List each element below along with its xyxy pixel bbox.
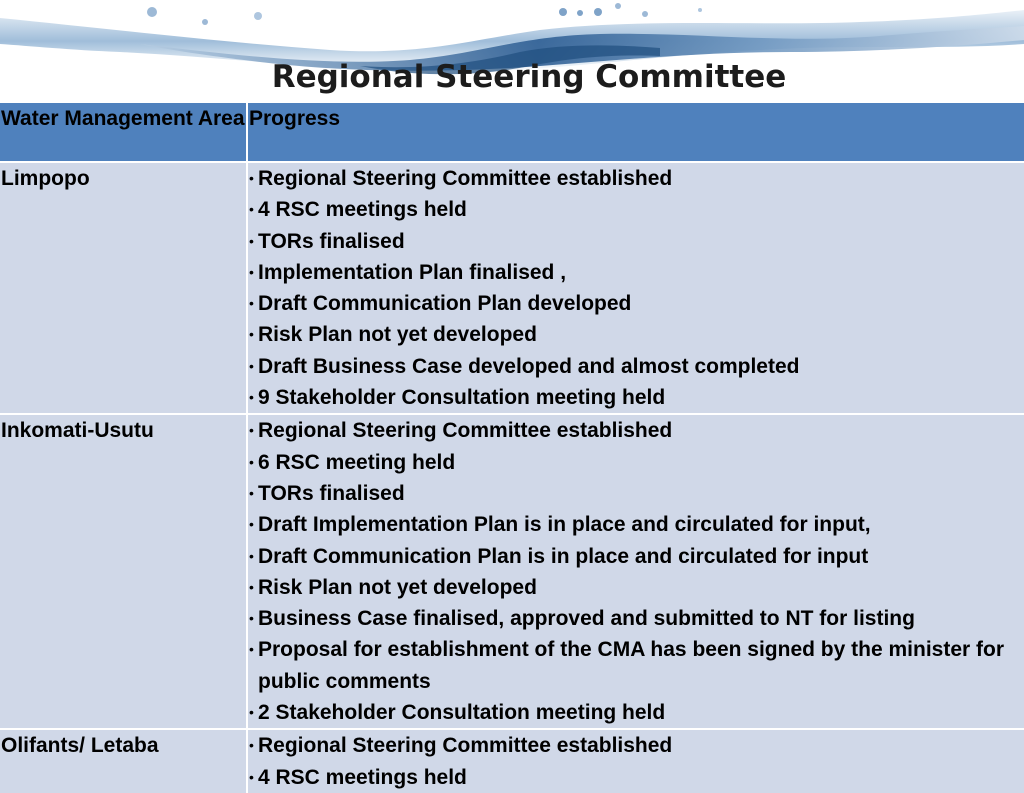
list-item: • 2 Stakeholder Consultation meeting held	[249, 697, 1024, 728]
list-item: • Regional Steering Committee established	[249, 730, 1024, 761]
list-item: • Proposal for establishment of the CMA has been signed by the minister for public comments	[249, 634, 1024, 697]
list-item: • Draft Communication Plan is in place and circulated for input	[249, 541, 1024, 572]
list-item: • TORs finalised	[249, 226, 1024, 257]
list-item: • Draft Implementation Plan is in place and circulated for input,	[249, 509, 1024, 540]
table-row	[0, 414, 1024, 729]
area-cell: Inkomati-Usutu	[0, 414, 247, 729]
table-row	[0, 162, 1024, 414]
area-cell: Olifants/ Letaba	[0, 729, 247, 793]
table-header-row	[0, 103, 1024, 162]
list-item: • 4 RSC meetings held	[249, 762, 1024, 793]
list-item: • Risk Plan not yet developed	[249, 319, 1024, 350]
list-item: • Regional Steering Committee established	[249, 163, 1024, 194]
progress-table	[0, 103, 1024, 793]
area-cell: Limpopo	[0, 162, 247, 414]
progress-cell	[247, 162, 1024, 414]
column-header-area: Water Management Area	[0, 103, 247, 162]
list-item: • Implementation Plan finalised ,	[249, 257, 1024, 288]
list-item: • Draft Business Case developed and almost completed	[249, 351, 1024, 382]
list-item: • Business Case finalised, approved and submitted to NT for listing	[249, 603, 1024, 634]
list-item: • 4 RSC meetings held	[249, 194, 1024, 225]
progress-list	[249, 730, 1024, 793]
slide-title: Regional Steering Committee	[271, 59, 787, 95]
progress-list	[249, 163, 1024, 413]
list-item: • Regional Steering Committee established	[249, 415, 1024, 446]
list-item: • Draft Communication Plan developed	[249, 288, 1024, 319]
list-item: • 6 RSC meeting held	[249, 447, 1024, 478]
list-item: • TORs finalised	[249, 478, 1024, 509]
progress-cell	[247, 729, 1024, 793]
progress-cell	[247, 414, 1024, 729]
column-header-progress: Progress	[247, 103, 1024, 162]
list-item: • Risk Plan not yet developed	[249, 572, 1024, 603]
list-item: • 9 Stakeholder Consultation meeting held	[249, 382, 1024, 413]
table-row	[0, 729, 1024, 793]
progress-list	[249, 415, 1024, 728]
